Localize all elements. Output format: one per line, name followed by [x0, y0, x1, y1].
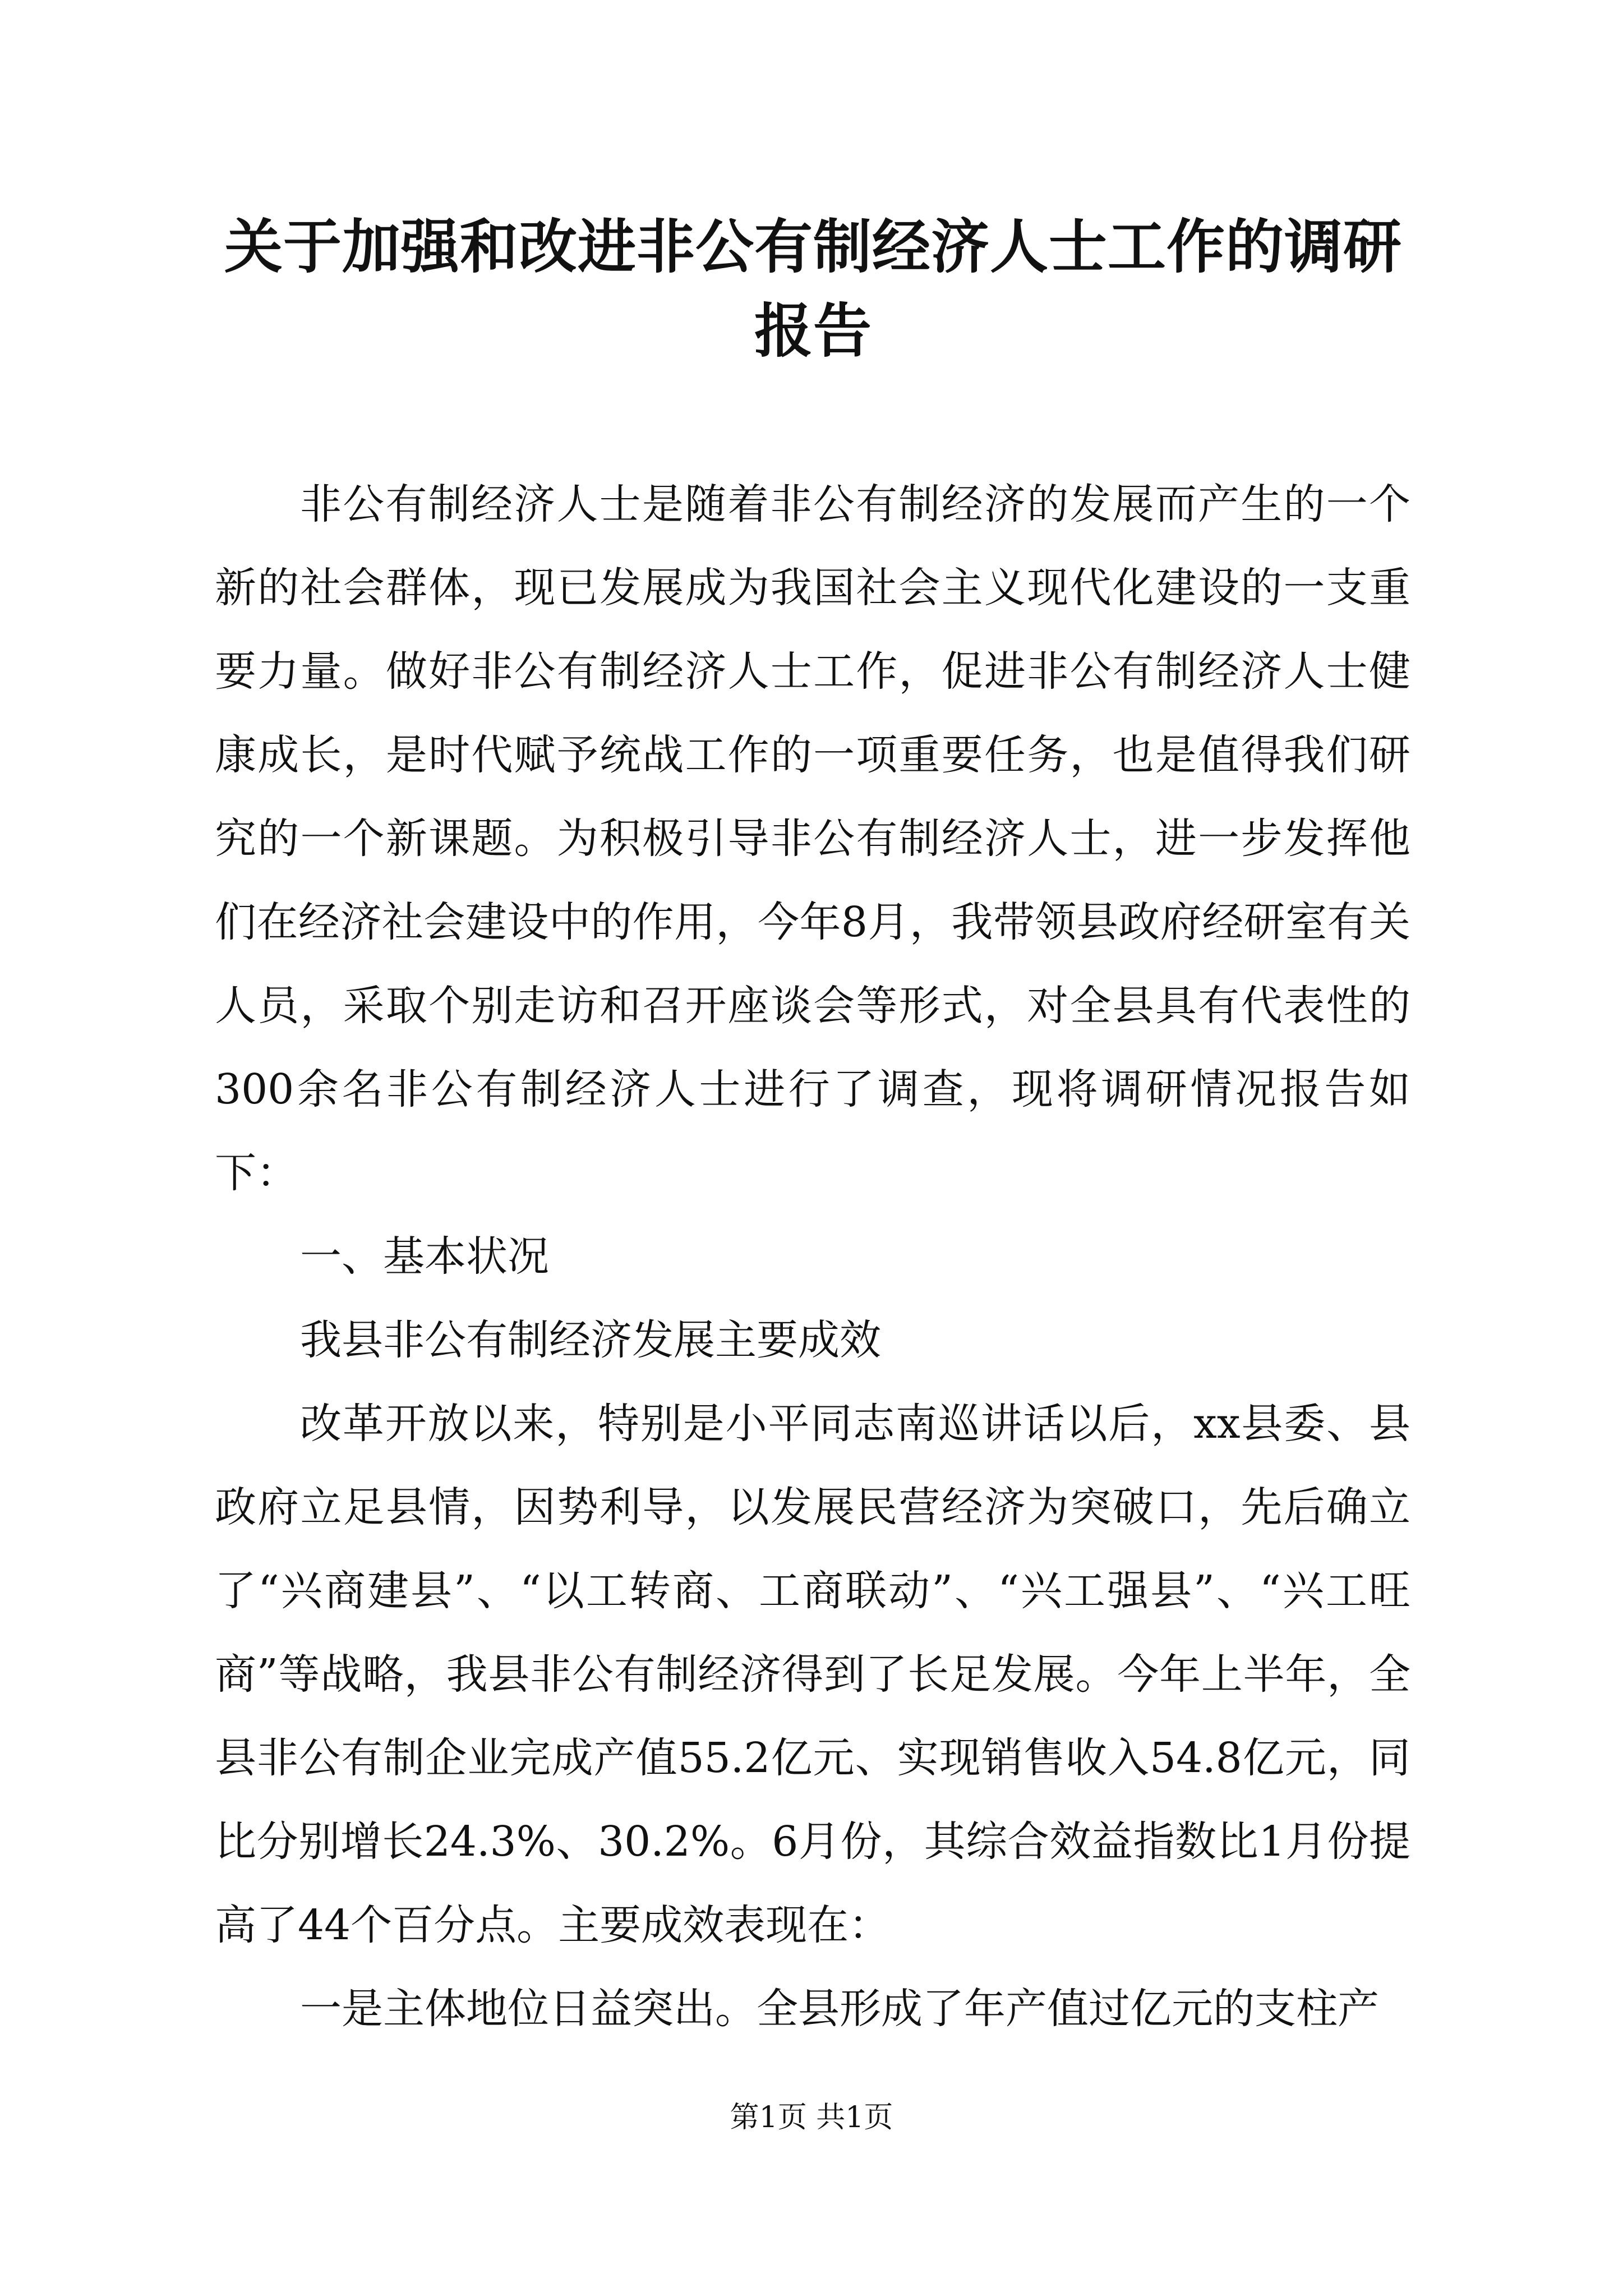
- paragraph-intro: 非公有制经济人士是随着非公有制经济的发展而产生的一个新的社会群体，现已发展成为我国社会主义现代化建设的一支重要力量。做好非公有制经济人士工作，促进非公有制经济人士健康成长，是时代赋予统战工作的一项重要任务，也是值得我们研究的一个新课题。为积极引导非公有制经济人士，进一步发挥他们在经济社会建设中的作用，今年8月，我带领县政府经研室有关人员，采取个别走访和召开座谈会等形式，对全县具有代表性的300余名非公有制经济人士进行了调查，现将调研情况报告如下：: [215, 480, 1410, 1197]
- page-footer: 第1页 共1页: [730, 2101, 893, 2134]
- document-body: [215, 463, 1410, 2051]
- paragraph-point-one: 一是主体地位日益突出。全县形成了年产值过亿元的支柱产: [300, 1985, 1379, 2033]
- subheading-main-achievements: 我县非公有制经济发展主要成效: [300, 1316, 881, 1364]
- section-heading-basic-status: 一、基本状况: [300, 1232, 549, 1281]
- paragraph-achievements: 改革开放以来，特别是小平同志南巡讲话以后，xx县委、县政府立足县情，因势利导，以发展民营经济为突破口，先后确立了“兴商建县”、“以工转商、工商联动”、“兴工强县”、“兴工旺商”等战略，我县非公有制经济得到了长足发展。今年上半年，全县非公有制企业完成产值55.2亿元、实现销售收入54.8亿元，同比分别增长24.3%、30.2%。6月份，其综合效益指数比1月份提高了44个百分点。主要成效表现在：: [215, 1400, 1410, 1949]
- document-title: 关于加强和改进非公有制经济人士工作的调研报告: [224, 212, 1402, 365]
